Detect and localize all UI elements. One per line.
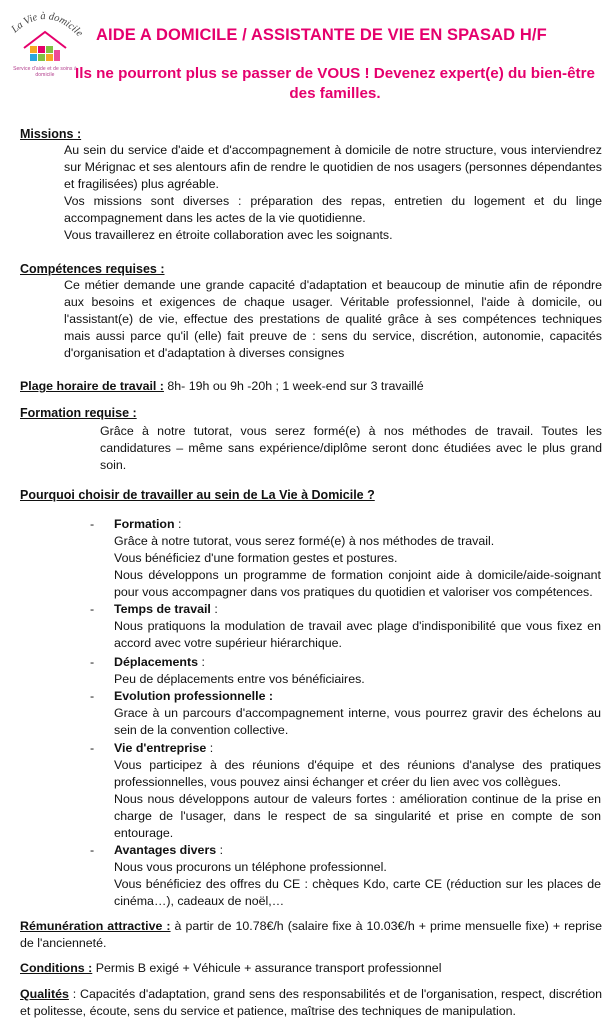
bullet-dash: - [90, 741, 95, 755]
benefit-title-colon: : [216, 843, 224, 857]
benefit-line: Vous bénéficiez des offres du CE : chèques Kdo, carte CE (réduction sur les places de cinéma…), cadeaux de noël,… [114, 877, 601, 908]
missions-paragraph-3: Vous travaillerez en étroite collaboration avec les soignants. [64, 228, 393, 242]
competences-heading: Compétences requises : [20, 262, 165, 276]
benefit-line: Nous vous procurons un téléphone professionnel. [114, 860, 387, 874]
benefit-title-deplacements [114, 655, 205, 669]
missions-paragraph-1: Au sein du service d'aide et d'accompagnement à domicile de notre structure, vous interviendrez sur Mérignac et ses alentours afin de rendre le quotidien de nos usagers (personnes dépendantes et fragilisées) plus agréable. [64, 143, 602, 191]
horaire-value: 8h- 19h ou 9h -20h ; 1 week-end sur 3 travaillé [163, 379, 424, 393]
conditions-row [20, 960, 605, 977]
benefit-title-colon: : [210, 602, 218, 616]
remuneration-label: Rémunération attractive : [20, 919, 171, 933]
house-icon [16, 30, 74, 68]
benefit-line: Grace à un parcours d'accompagnement interne, vous pourrez gravir des échelons au sein de la convention collective. [114, 706, 601, 737]
benefit-line: Grâce à notre tutorat, vous serez formé(e) à nos méthodes de travail. [114, 534, 495, 548]
benefit-title-text: Formation [114, 517, 175, 531]
benefit-title-formation [114, 517, 181, 531]
benefit-title-text: Evolution professionnelle : [114, 689, 274, 703]
benefit-title-evolution [114, 689, 273, 703]
page-title: AIDE A DOMICILE / ASSISTANTE DE VIE EN SPASAD H/F [96, 26, 547, 44]
pourquoi-heading: Pourquoi choisir de travailler au sein de La Vie à Domicile ? [20, 488, 375, 502]
benefit-title-vie-entreprise [114, 741, 213, 755]
remuneration-row [20, 918, 602, 952]
horaire-label: Plage horaire de travail : [20, 379, 164, 393]
benefit-title-text: Déplacements [114, 655, 199, 669]
formation-heading: Formation requise : [20, 406, 137, 420]
bullet-dash: - [90, 843, 95, 857]
logo-tagline: Service d'aide et de soins à domicile [13, 66, 77, 78]
benefit-line: Nous pratiquons la modulation de travail avec plage d'indisponibilité que vous fixez en accord avec votre supérieur hiérarchique. [114, 619, 601, 650]
missions-paragraph-2: Vos missions sont diverses : préparation des repas, entretien du logement et du linge accompagnement dans les actes de la vie quotidienne. [64, 194, 602, 225]
conditions-value: Permis B exigé + Véhicule + assurance transport professionnel [92, 961, 442, 975]
benefit-line: Vous bénéficiez d'une formation gestes et postures. [114, 551, 398, 565]
qualites-label: Qualités [20, 987, 69, 1001]
missions-heading: Missions : [20, 127, 82, 141]
benefit-title-text: Temps de travail [114, 602, 211, 616]
benefit-line: Nous nous développons autour de valeurs fortes : amélioration continue de la prise en charge de l'usager, dans le respect de sa singularité et prise en compte de son entourage. [114, 792, 601, 840]
benefit-line: Vous participez à des réunions d'équipe et des réunions d'analyse des pratiques professionnelles, vous pouvez ainsi échanger et créer du lien avec vos collègues. [114, 758, 601, 789]
benefit-title-text: Vie d'entreprise [114, 741, 207, 755]
bullet-dash: - [90, 517, 95, 531]
competences-paragraph: Ce métier demande une grande capacité d'adaptation et beaucoup de minutie afin de répondre aux besoins et exigences de chaque usager. Véritable professionnel, l'aide à domicile, ou l'assistant(e) de vie, effectue des prestations de qualité grâce à ses compétences techniques mais aussi parce qu'il (elle) fait preuve de : sens du service, discrétion, autonomie, capacités d'organisation et d'adaptation à diverses consignes [64, 278, 602, 360]
benefit-title-text: Avantages divers [114, 843, 217, 857]
logo-name: La Vie à domicil [9, 10, 82, 36]
page-subtitle: Ils ne pourront plus se passer de VOUS ! Devenez expert(e) du bien-être des familles. [75, 65, 595, 102]
qualites-row [20, 986, 602, 1020]
benefit-title-colon: : [206, 741, 214, 755]
benefit-line: Nous développons un programme de formation conjoint aide à domicile/aide-soignant pour vous accompagner dans vos pratiques du quotidien et valoriser vos compétences. [114, 568, 601, 599]
bullet-dash: - [90, 602, 95, 616]
formation-paragraph: Grâce à notre tutorat, vous serez formé(e) à nos méthodes de travail. Toutes les candidatures – même sans expérience/diplôme seront donc étudiées avec le plus grand soin. [100, 424, 602, 472]
benefit-line: Peu de déplacements entre vos bénéficiaires. [114, 672, 365, 686]
benefit-title-temps-de-travail [114, 602, 218, 616]
remuneration-value: à partir de 10.78€/h (salaire fixe à 10.03€/h + prime mensuelle fixe) + reprise de l'ancienneté. [20, 919, 602, 950]
bullet-dash: - [90, 689, 95, 703]
bullet-dash: - [90, 655, 95, 669]
qualites-value: : Capacités d'adaptation, grand sens des responsabilités et de l'organisation, respect, discrétion et politesse, écoute, sens du service et patience, maîtrise des techniques de manipulation. [20, 987, 602, 1018]
horaire-row [20, 378, 605, 395]
conditions-label: Conditions : [20, 961, 93, 975]
benefit-title-colon: : [198, 655, 205, 669]
benefit-title-colon: : [174, 517, 182, 531]
benefit-title-avantages [114, 843, 223, 857]
